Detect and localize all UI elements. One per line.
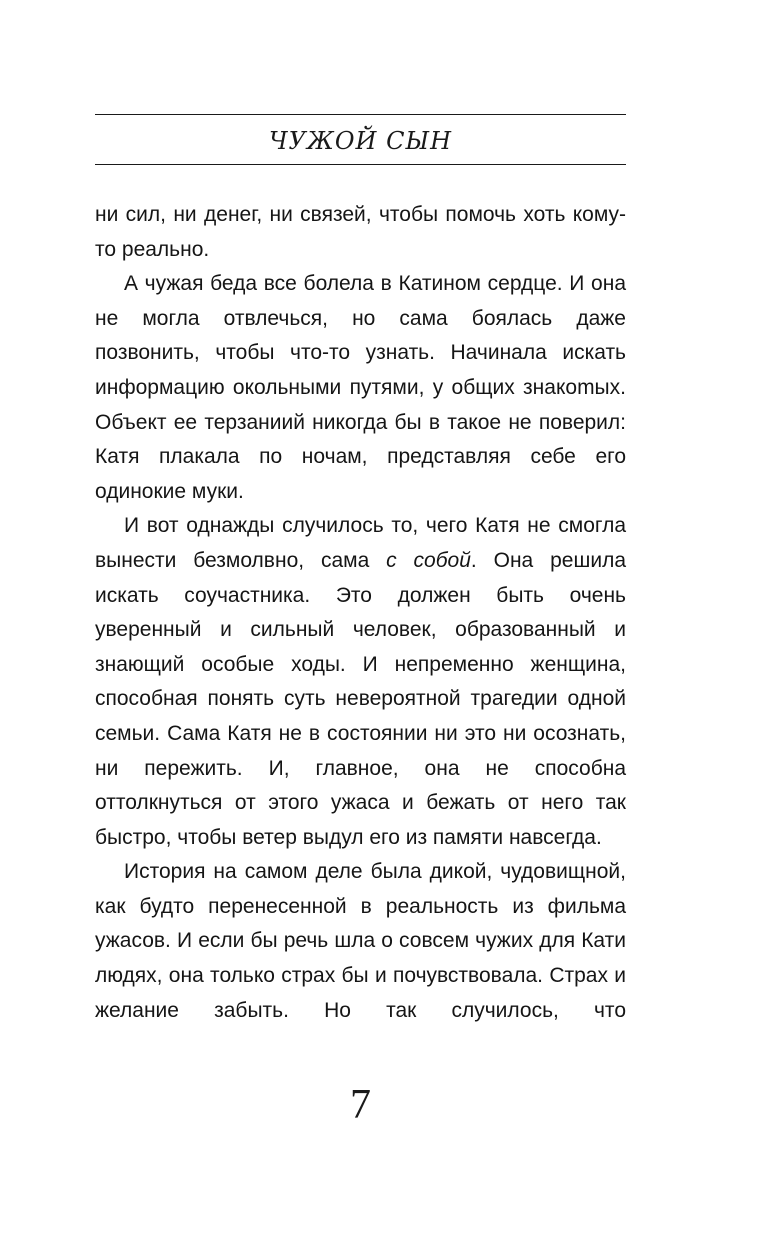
paragraph-2: А чужая беда все болела в Катином сердце. И она не могла отвлечься, но сама боялась даже позвонить, чтобы что-то узнать. Начинала искать информацию окольными путями, у общих знакоmых. Объект ее терзаниий никогда бы в такое не поверил: Катя плакала по ночам, представляя себе его одинокие муки. [95,272,626,503]
paragraph-3-text-end: . Она решила искать соучастника. Это должен быть очень уверенный и сильный человек, образованный и знающий особые ходы. И непременно женщина, способная понять суть невероятной трагедии одной семьи. Сама Катя не в состоянии ни это ни осознать, ни пережить. И, главное, она не способна оттолкнуться от этого ужаса и бежать от него так быстро, чтобы ветер выдул его из памяти навсегда. [95,548,626,849]
running-title: ЧУЖОЙ СЫН [269,127,452,155]
page-number: 7 [350,1082,371,1128]
header-rule-top [95,114,626,115]
paragraph-4: История на самом деле была дикой, чудовищной, как будто перенесенной в реальность из фильма ужасов. И если бы речь шла о совсем чужих для Кати людях, она только страх бы и почувствовала. Страх и желание забыть. Но так случилось, что [95,860,626,1022]
paragraph-3 [95,509,626,855]
page-body [95,198,626,1028]
paragraph-3-text-start: И вот однажды случилось то, чего Катя не смогла вынести безмолвно, сама [95,514,626,572]
header-rule-bottom [95,164,626,165]
paragraph-1: ни сил, ни денег, ни связей, чтобы помочь хоть кому-то реально. [95,203,626,261]
paragraph-3-italic-phrase: с собой [386,548,471,572]
